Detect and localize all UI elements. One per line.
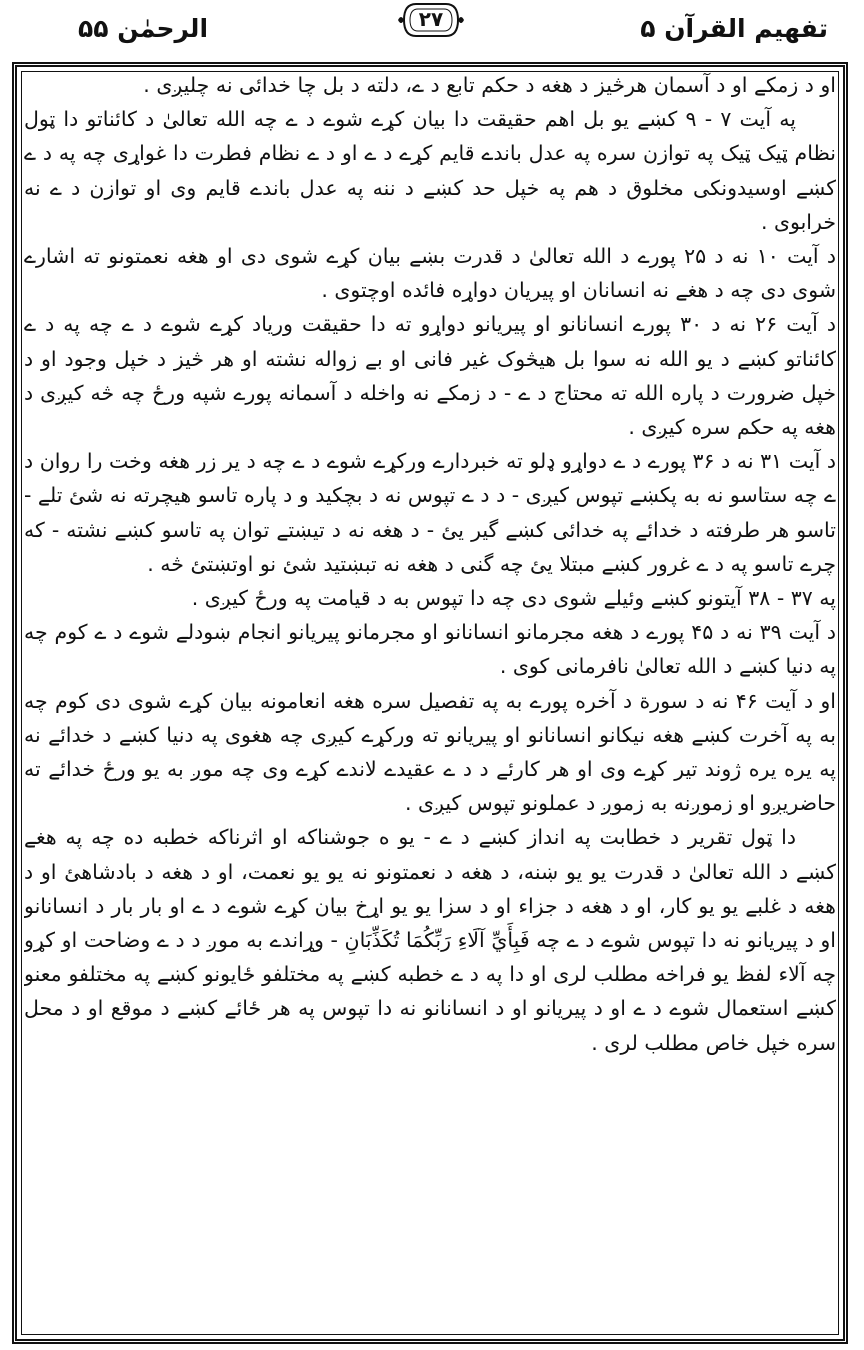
paragraph-7: د آیت ۳۹ نه د ۴۵ پورے د هغه مجرمانو انسانانو او مجرمانو پیریانو انجام ښودلے شوے د ے کوم چه په دنیا کښے د الله تعالیٰ نافرمانی کوی .: [24, 620, 836, 679]
paragraph-6: په ۳۷ - ۳۸ آیتونو کښے وئیلے شوی دی چه دا تپوس به د قیامت په ورځ کیږی .: [191, 586, 836, 611]
surah-title: الرحمٰن ۵۵: [78, 14, 209, 43]
page-header: [0, 0, 864, 62]
book-title: تفهیم القرآن ۵: [640, 14, 828, 43]
paragraph-8: او د آیت ۴۶ نه د سورة د آخره پورے به په تفصیل سره هغه انعامونه بیان کړے شوی دی کوم چه به په آخرت کښے هغه نیکانو انسانانو او پیریانو ته ورکړے کیږی چه هغوی په دنیا کښے د خدائے نه په یره یره ژوند تیر کړے وی او هر کارئے د د ے عقیدے لاندے کړے وی چه موږ به یو ورځ خدائے ته حاضریږو او زموږنه به زموږ د عملونو تپوس کیږی .: [24, 688, 836, 816]
paragraph-4: د آیت ۲۶ نه د ۳۰ پورے انسانانو او پیریانو دواړو ته دا حقیقت وریاد کړے شوے د ے چه په د ے کائناتو کښے د یو الله نه سوا بل هیڅوک غیر فانی او بے زواله نشته او هر څیز د خپل وجود او د خپل ضرورت د پاره الله ته محتاج د ے - د زمکے نه واخله د آسمانه پورے شپه ورځ چه څه کیږی د هغه په حکم سره کیږی .: [24, 312, 836, 440]
page-body: [24, 68, 836, 1328]
paragraph-3: د آیت ۱۰ نه د ۲۵ پورے د الله تعالیٰ د قدرت بښے بیان کړے شوی دی او هغه نعمتونو ته اشارے شوی دی چه د هغے نه انسانان او پیریان دواړه فائده اوچتوی .: [24, 244, 836, 303]
paragraph-2: په آیت ۷ - ۹ کښے یو بل اهم حقیقت دا بیان کړے شوے د ے چه الله تعالیٰ د کائناتو دا ټول نظام ټیک ټیک په توازن سره په عدل باندے قایم کړے د ے او د ے نظام فطرت دا غواړی چه په د ے کښے اوسیدونکی مخلوق د هم په خپل حد کښے د ننه په عدل باندے قایم وی او توازن د ے نه خرابوی .: [24, 107, 836, 234]
paragraph-5: د آیت ۳۱ نه د ۳۶ پورے د ے دواړو ډلو ته خبردارے ورکړے شوے د ے چه د یر زر هغه وخت را روان د ے چه ستاسو نه به پکښے تپوس کیږی - د د ے تپوس نه د بچکید و د پاره تاسو هیچرته نه شئ تلے - تاسو هر طرفته د خدائے په خدائی کښے گیر یئ - د هغه نه د تیښتے توان په تاسو کښے نشته - که چرے تاسو په د ے غرور کښے مبتلا یئ چه گنی د هغه نه تبښتید شئ نو اوتښتئ څه .: [24, 449, 836, 576]
paragraph-1: او د زمکے او د آسمان هرڅیز د هغه د حکم تابع د ے، دلته د بل چا خدائی نه چلیږی .: [143, 73, 836, 97]
page-number-badge: [396, 0, 466, 40]
page-number: ۲۷: [418, 7, 444, 31]
paragraph-9: دا ټول تقریر د خطابت په انداز کښے د ے - یو ه جوشناکه او اثرناکه خطبه ده چه په هغے کښے د الله تعالیٰ د قدرت یو یو ښنه، د هغه د نعمتونو نه یو یو نعمت، او د هغه د بادشاهئ او د هغه د غلبے یو یو کار، او د هغه د جزاء او د سزا یو یو اړخ بیان کړے شوے د ے او بار بار د انسانانو او د پیریانو نه دا تپوس شوے د ے چه فَبِأَيِّ آلَاءِ رَبِّكُمَا تُكَذِّبَانِ - وړاندے به موږ د د ے وضاحت او کړو چه آلاء لفظ یو فراخه مطلب لری او دا په د ے خطبه کښے په مختلفو ځایونو کښے په مختلفو معنو کښے استعمال شوے د ے او د پیریانو او د انسانانو نه دا تپوس په هر ځائے کښے د موقع او د محل سره خپل خاص مطلب لری .: [24, 825, 836, 1055]
